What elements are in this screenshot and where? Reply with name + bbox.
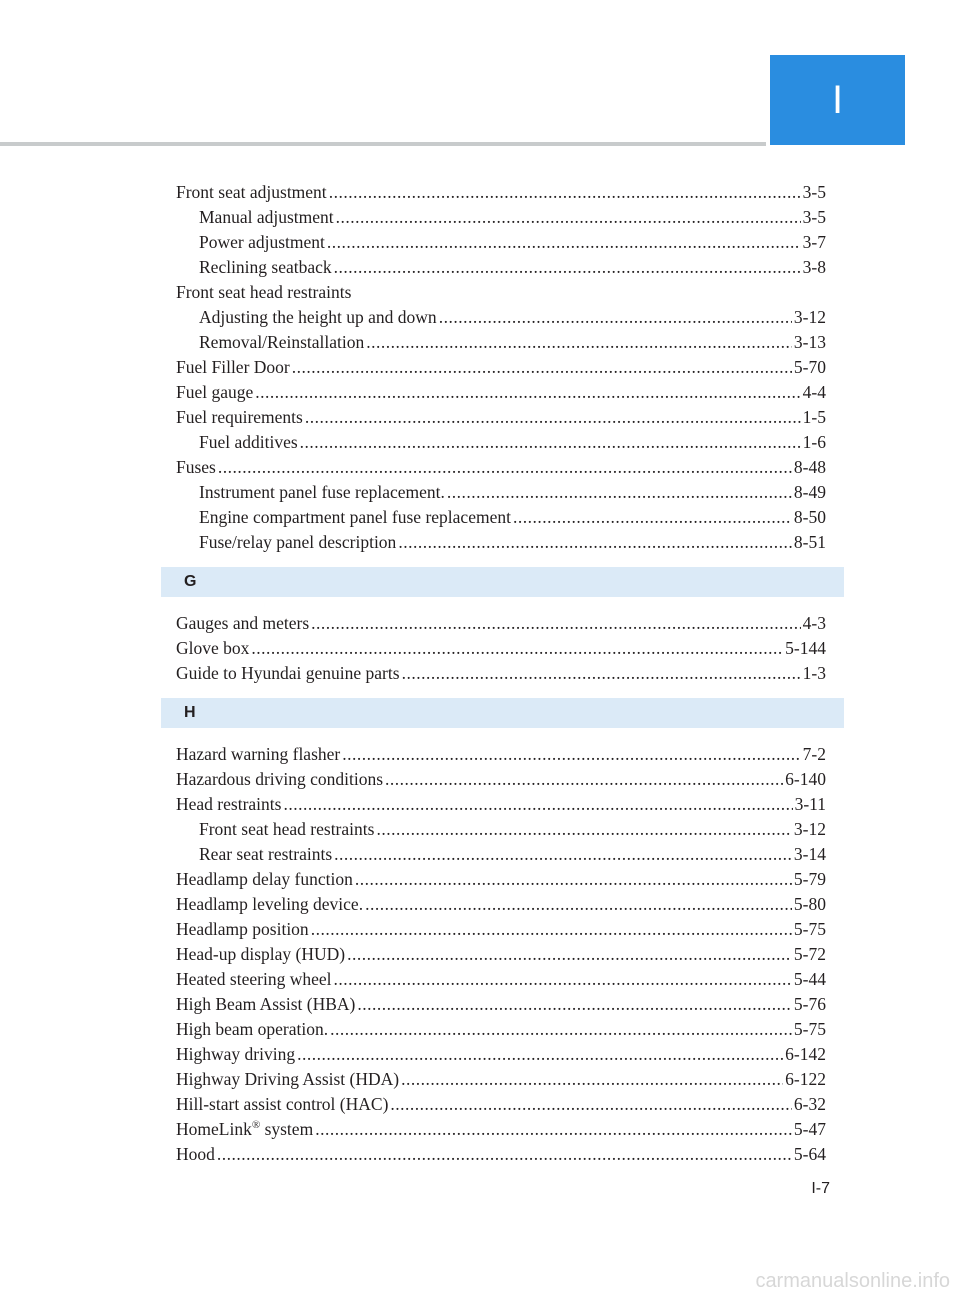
entry-page-ref[interactable]: 8-51 bbox=[793, 532, 826, 552]
entry-label-text: Reclining seatback bbox=[199, 257, 332, 277]
entry-label bbox=[176, 636, 249, 661]
entry-label-text: Fuel gauge bbox=[176, 382, 254, 402]
entry-label bbox=[176, 1117, 313, 1142]
entry-label-text: Gauges and meters bbox=[176, 613, 310, 633]
dot-leader bbox=[217, 1142, 792, 1167]
dot-leader bbox=[355, 867, 792, 892]
entry-page-ref[interactable]: 1-6 bbox=[802, 432, 826, 452]
index-entry[interactable] bbox=[176, 967, 826, 992]
dot-leader bbox=[385, 767, 783, 792]
index-entry[interactable] bbox=[176, 992, 826, 1017]
index-entry[interactable] bbox=[176, 792, 826, 817]
entry-page-ref[interactable]: 5-70 bbox=[793, 357, 826, 377]
index-entry[interactable] bbox=[176, 280, 826, 305]
entry-label-text: Power adjustment bbox=[199, 232, 325, 252]
index-subentry[interactable] bbox=[176, 205, 826, 230]
entry-label bbox=[176, 1067, 399, 1092]
entry-label bbox=[199, 330, 364, 355]
entry-label-text: Instrument panel fuse replacement. bbox=[199, 482, 445, 502]
dot-leader bbox=[297, 1042, 783, 1067]
entry-page-ref[interactable]: 6-142 bbox=[785, 1044, 826, 1064]
entry-page-ref[interactable]: 6-122 bbox=[785, 1069, 826, 1089]
entry-label bbox=[176, 180, 327, 205]
entry-page-ref[interactable]: 5-72 bbox=[793, 944, 826, 964]
entry-label-text: Engine compartment panel fuse replacement bbox=[199, 507, 511, 527]
entry-page-ref[interactable]: 1-5 bbox=[802, 407, 826, 427]
entry-page-ref[interactable]: 5-76 bbox=[793, 994, 826, 1014]
entry-label bbox=[176, 405, 303, 430]
entry-page-ref[interactable]: 4-4 bbox=[802, 382, 826, 402]
dot-leader bbox=[398, 530, 792, 555]
entry-label-text: Rear seat restraints bbox=[199, 844, 333, 864]
entry-label bbox=[176, 1042, 295, 1067]
entry-label bbox=[176, 867, 353, 892]
entry-label bbox=[176, 380, 253, 405]
entry-label-text: Glove box bbox=[176, 638, 250, 658]
entry-label-text: Front seat adjustment bbox=[176, 182, 327, 202]
section-heading: G bbox=[161, 567, 844, 597]
index-subentry[interactable] bbox=[176, 330, 826, 355]
index-entry[interactable] bbox=[176, 611, 826, 636]
index-entry[interactable] bbox=[176, 180, 826, 205]
entry-label bbox=[176, 1017, 328, 1042]
index-entry[interactable] bbox=[176, 1142, 826, 1167]
entry-page-ref[interactable]: 3-5 bbox=[802, 207, 826, 227]
entry-page-ref[interactable]: 6-140 bbox=[785, 769, 826, 789]
dot-leader bbox=[330, 1017, 792, 1042]
entry-page-ref[interactable]: 3-7 bbox=[802, 232, 826, 252]
index-entry[interactable] bbox=[176, 1092, 826, 1117]
entry-page-ref[interactable]: 5-144 bbox=[785, 638, 826, 658]
index-entry[interactable] bbox=[176, 767, 826, 792]
index-entry[interactable] bbox=[176, 1067, 826, 1092]
index-subentry[interactable] bbox=[176, 505, 826, 530]
entry-page-ref[interactable]: 5-64 bbox=[793, 1144, 826, 1164]
header-rule bbox=[0, 142, 766, 146]
entry-label bbox=[176, 942, 345, 967]
dot-leader bbox=[439, 305, 792, 330]
index-entry[interactable] bbox=[176, 455, 826, 480]
index-entry[interactable] bbox=[176, 380, 826, 405]
index-subentry[interactable] bbox=[176, 255, 826, 280]
dot-leader bbox=[376, 817, 791, 842]
entry-label-text: Headlamp delay function bbox=[176, 869, 353, 889]
index-entry[interactable] bbox=[176, 1042, 826, 1067]
index-subentry[interactable] bbox=[176, 230, 826, 255]
entry-label-text: Fuel additives bbox=[199, 432, 298, 452]
dot-leader bbox=[401, 1067, 783, 1092]
index-entry[interactable] bbox=[176, 661, 826, 686]
entry-label bbox=[199, 255, 332, 280]
entry-label bbox=[176, 742, 340, 767]
entry-label bbox=[176, 661, 400, 686]
entry-label bbox=[199, 505, 511, 530]
entry-label bbox=[176, 611, 309, 636]
entry-label-text: Highway Driving Assist (HDA) bbox=[176, 1069, 400, 1089]
entry-label bbox=[199, 430, 298, 455]
entry-label-text: High Beam Assist (HBA) bbox=[176, 994, 356, 1014]
section-heading: H bbox=[161, 698, 844, 728]
entry-page-ref[interactable]: 8-49 bbox=[793, 482, 826, 502]
entry-page-ref[interactable]: 3-11 bbox=[794, 794, 826, 814]
entry-label bbox=[176, 917, 309, 942]
entry-label-text: Front seat head restraints bbox=[176, 282, 352, 302]
dot-leader bbox=[357, 992, 792, 1017]
entry-page-ref[interactable]: 5-80 bbox=[793, 894, 826, 914]
index-subentry[interactable] bbox=[176, 842, 826, 867]
page-number: I-7 bbox=[811, 1180, 830, 1197]
index-entry[interactable] bbox=[176, 1017, 826, 1042]
entry-label bbox=[176, 1142, 215, 1167]
entry-label bbox=[199, 842, 332, 867]
dot-leader bbox=[300, 430, 801, 455]
entry-label-text: High beam operation. bbox=[176, 1019, 329, 1039]
entry-label-text: Head-up display (HUD) bbox=[176, 944, 346, 964]
dot-leader bbox=[292, 355, 792, 380]
dot-leader bbox=[513, 505, 792, 530]
entry-label-suffix: system bbox=[260, 1119, 314, 1139]
entry-label bbox=[199, 205, 334, 230]
dot-leader bbox=[342, 742, 800, 767]
dot-leader bbox=[283, 792, 792, 817]
entry-label-text: Headlamp position bbox=[176, 919, 309, 939]
entry-page-ref[interactable]: 5-75 bbox=[793, 919, 826, 939]
entry-label-text: Head restraints bbox=[176, 794, 282, 814]
dot-leader bbox=[329, 180, 801, 205]
registered-mark: ® bbox=[251, 1119, 261, 1132]
index-subentry[interactable] bbox=[176, 430, 826, 455]
entry-page-ref[interactable]: 3-12 bbox=[793, 819, 826, 839]
entry-label-text: Fuses bbox=[176, 457, 216, 477]
entry-label-text: Front seat head restraints bbox=[199, 819, 375, 839]
entry-label bbox=[199, 305, 437, 330]
entry-page-ref[interactable]: 5-47 bbox=[793, 1119, 826, 1139]
entry-label-text: Fuse/relay panel description bbox=[199, 532, 397, 552]
index-entry[interactable] bbox=[176, 892, 826, 917]
entry-label bbox=[176, 355, 290, 380]
entry-label-text: Removal/Reinstallation bbox=[199, 332, 365, 352]
dot-leader bbox=[255, 380, 800, 405]
entry-page-ref[interactable]: 1-3 bbox=[802, 663, 826, 683]
entry-page-ref[interactable]: 3-8 bbox=[802, 257, 826, 277]
index-list bbox=[176, 180, 826, 1167]
entry-label-text: Headlamp leveling device. bbox=[176, 894, 364, 914]
entry-label-text: Hazardous driving conditions bbox=[176, 769, 384, 789]
entry-page-ref[interactable]: 3-13 bbox=[793, 332, 826, 352]
entry-page-ref[interactable]: 4-3 bbox=[802, 613, 826, 633]
entry-label-text: Highway driving bbox=[176, 1044, 296, 1064]
entry-label bbox=[176, 792, 281, 817]
entry-page-ref[interactable]: 5-75 bbox=[793, 1019, 826, 1039]
dot-leader bbox=[334, 842, 792, 867]
entry-label bbox=[176, 1092, 388, 1117]
entry-label-text: Adjusting the height up and down bbox=[199, 307, 437, 327]
dot-leader bbox=[327, 230, 801, 255]
dot-leader bbox=[336, 205, 801, 230]
entry-label bbox=[176, 967, 331, 992]
entry-page-ref[interactable]: 5-79 bbox=[793, 869, 826, 889]
index-entry[interactable] bbox=[176, 867, 826, 892]
dot-leader bbox=[251, 636, 783, 661]
entry-page-ref[interactable]: 3-12 bbox=[793, 307, 826, 327]
dot-leader bbox=[311, 917, 792, 942]
dot-leader bbox=[311, 611, 801, 636]
dot-leader bbox=[447, 480, 792, 505]
dot-leader bbox=[218, 455, 792, 480]
entry-label-text: Hood bbox=[176, 1144, 215, 1164]
entry-label bbox=[199, 230, 325, 255]
dot-leader bbox=[333, 967, 791, 992]
entry-label-text: Fuel requirements bbox=[176, 407, 303, 427]
index-subentry[interactable] bbox=[176, 817, 826, 842]
dot-leader bbox=[305, 405, 801, 430]
index-entry[interactable] bbox=[176, 636, 826, 661]
dot-leader bbox=[334, 255, 801, 280]
index-entry[interactable] bbox=[176, 917, 826, 942]
entry-label bbox=[176, 280, 351, 305]
entry-label bbox=[199, 530, 396, 555]
entry-page-ref[interactable]: 3-14 bbox=[793, 844, 826, 864]
entry-label bbox=[199, 817, 374, 842]
watermark: carmanualsonline.info bbox=[755, 1270, 950, 1292]
entry-label bbox=[176, 892, 363, 917]
index-subentry[interactable] bbox=[176, 530, 826, 555]
index-entry[interactable] bbox=[176, 355, 826, 380]
chapter-tab: I bbox=[770, 55, 905, 145]
entry-label bbox=[176, 767, 383, 792]
index-subentry[interactable] bbox=[176, 305, 826, 330]
entry-label-text: Hill-start assist control (HAC) bbox=[176, 1094, 389, 1114]
entry-label-text: Guide to Hyundai genuine parts bbox=[176, 663, 400, 683]
entry-page-ref[interactable]: 3-5 bbox=[802, 182, 826, 202]
index-subentry[interactable] bbox=[176, 480, 826, 505]
dot-leader bbox=[365, 892, 792, 917]
index-entry[interactable] bbox=[176, 405, 826, 430]
entry-page-ref[interactable]: 8-50 bbox=[793, 507, 826, 527]
entry-label-text: Fuel Filler Door bbox=[176, 357, 290, 377]
entry-label-text: Hazard warning flasher bbox=[176, 744, 341, 764]
entry-page-ref[interactable]: 8-48 bbox=[793, 457, 826, 477]
entry-page-ref[interactable]: 6-32 bbox=[793, 1094, 826, 1114]
entry-label bbox=[176, 992, 355, 1017]
dot-leader bbox=[366, 330, 792, 355]
entry-label bbox=[176, 455, 216, 480]
index-entry[interactable] bbox=[176, 942, 826, 967]
entry-page-ref[interactable]: 5-44 bbox=[793, 969, 826, 989]
dot-leader bbox=[390, 1092, 792, 1117]
entry-label-text: Manual adjustment bbox=[199, 207, 334, 227]
entry-label bbox=[199, 480, 445, 505]
entry-page-ref[interactable]: 7-2 bbox=[802, 744, 826, 764]
index-entry[interactable] bbox=[176, 742, 826, 767]
dot-leader bbox=[347, 942, 792, 967]
entry-label-text: Heated steering wheel bbox=[176, 969, 332, 989]
dot-leader bbox=[402, 661, 801, 686]
index-entry[interactable] bbox=[176, 1117, 826, 1142]
dot-leader bbox=[315, 1117, 792, 1142]
entry-label-text: HomeLink bbox=[176, 1119, 252, 1139]
